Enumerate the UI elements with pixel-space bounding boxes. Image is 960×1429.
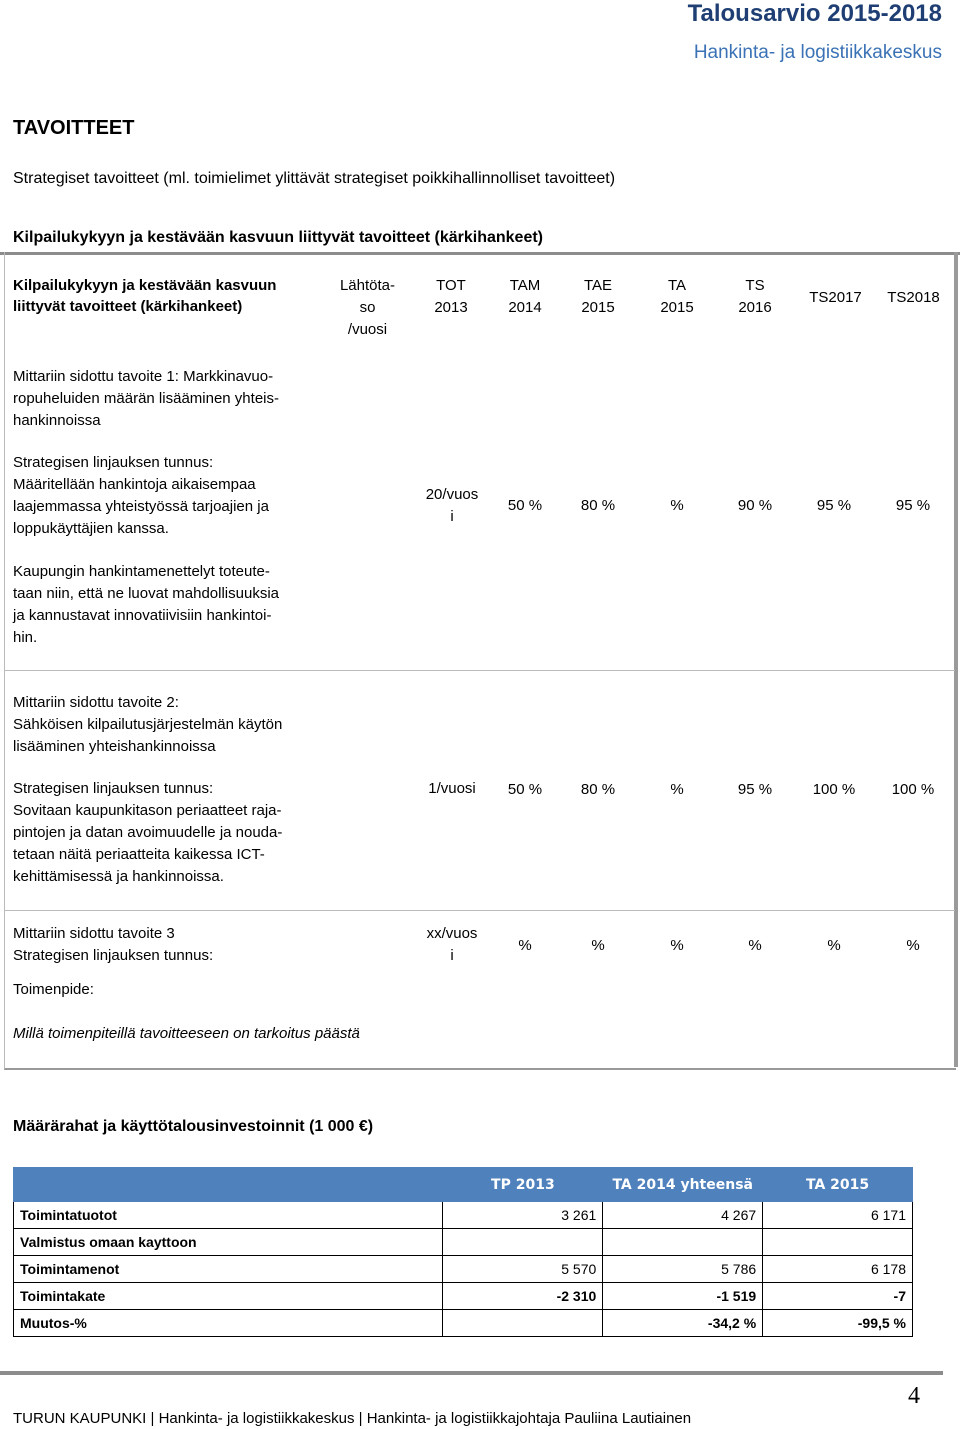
goal-3-value: % — [748, 937, 762, 954]
document-subtitle: Hankinta- ja logistiikkakeskus — [693, 42, 942, 63]
finance-title: Määrärahat ja käyttötalousinvestoinnit (1 000 €) — [13, 1118, 374, 1135]
cell-ta2015: 6 171 — [763, 1202, 913, 1229]
goal-2-baseline: 1/vuosi — [428, 780, 476, 797]
finance-header-ta2015: TA 2015 — [763, 1168, 913, 1202]
col-ta — [646, 275, 708, 319]
text-line: Mittariin sidottu tavoite 1: Markkinavuo- — [13, 368, 274, 385]
goal-2-value: % — [670, 781, 684, 798]
cell-tp2013 — [443, 1229, 603, 1256]
text-line: xx/vuos — [426, 925, 478, 942]
col-tot — [420, 275, 482, 319]
goal-1-value: 80 % — [580, 497, 616, 514]
cell-ta2015: -7 — [763, 1283, 913, 1310]
finance-header-tp2013: TP 2013 — [443, 1168, 603, 1202]
col-tae-line: 2015 — [581, 299, 615, 316]
goal-1-baseline — [414, 484, 490, 528]
cell-ta2014: 4 267 — [603, 1202, 763, 1229]
col-tam-line: TAM — [509, 277, 541, 294]
col-ts — [724, 275, 786, 319]
goal-2-value: 80 % — [580, 781, 616, 798]
text-line: Strategisen linjauksen tunnus: — [13, 780, 214, 797]
col-ta-line: 2015 — [660, 299, 694, 316]
goal-3-value: % — [827, 937, 841, 954]
col-tae-line: TAE — [583, 277, 613, 294]
col-ts-line: 2016 — [738, 299, 772, 316]
cell-tp2013: -2 310 — [443, 1283, 603, 1310]
text-line: laajemmassa yhteistyössä tarjoajien ja — [13, 498, 269, 515]
goal-1-description — [13, 366, 333, 432]
text-line: hin. — [13, 629, 38, 646]
row-label: Muutos-% — [14, 1310, 443, 1337]
text-line: Määritellään hankintoja aikaisempaa — [13, 476, 256, 493]
text-line: ropuheluiden määrän lisääminen yhteis- — [13, 390, 279, 407]
cell-ta2014 — [603, 1229, 763, 1256]
cell-tp2013: 5 570 — [443, 1256, 603, 1283]
goal-1-value: 50 % — [507, 497, 543, 514]
goal-2-value: 95 % — [737, 781, 773, 798]
col-tae — [567, 275, 629, 319]
text-line: 20/vuos — [425, 486, 479, 503]
footer-rule — [0, 1371, 943, 1375]
cell-ta2015 — [763, 1229, 913, 1256]
footer-text: TURUN KAUPUNKI | Hankinta- ja logistiikkakeskus | Hankinta- ja logistiikkajohtaja Pauliina Lautiainen — [13, 1410, 692, 1427]
text-line: i — [450, 947, 454, 964]
finance-header-label — [14, 1168, 443, 1202]
text-line: Kaupungin hankintamenettelyt toteute- — [13, 563, 270, 580]
section-heading: TAVOITTEET — [13, 117, 135, 139]
goal-3-value: % — [518, 937, 532, 954]
goal-2-value: 100 % — [812, 781, 856, 798]
text-line: Sovitaan kaupunkitason periaatteet raja- — [13, 802, 282, 819]
goal-2-strategy — [13, 778, 333, 888]
col-ts2018: TS2018 — [887, 289, 940, 306]
text-line: Strategisen linjauksen tunnus: — [13, 454, 214, 471]
cell-tp2013: 3 261 — [443, 1202, 603, 1229]
text-line: Mittariin sidottu tavoite 3 — [13, 925, 175, 942]
text-line: Sähköisen kilpailutusjärjestelmän käytön — [13, 716, 283, 733]
row-divider — [4, 910, 955, 911]
text-line: lisääminen yhteishankinnoissa — [13, 738, 216, 755]
goal-1-strategy — [13, 452, 333, 540]
finance-header-ta2014: TA 2014 yhteensä — [603, 1168, 763, 1202]
text-line: Strategisen linjauksen tunnus: — [13, 947, 214, 964]
goal-2-value: 100 % — [891, 781, 935, 798]
action-text: Millä toimenpiteillä tavoitteeseen on tarkoitus päästä — [13, 1025, 360, 1042]
table-row — [14, 1229, 913, 1256]
col-baseline — [330, 275, 405, 341]
text-line: tetaan näitä periaatteita kaikessa ICT- — [13, 846, 265, 863]
cell-ta2014: 5 786 — [603, 1256, 763, 1283]
goal-1-extra — [13, 561, 333, 649]
goal-3-description — [13, 923, 333, 967]
finance-header-row — [14, 1168, 913, 1202]
cell-ta2014: -1 519 — [603, 1283, 763, 1310]
col-baseline-line: Lähtöta- — [339, 277, 396, 294]
row-label: Toimintatuotot — [14, 1202, 443, 1229]
table-row — [14, 1283, 913, 1310]
text-line: taan niin, että ne luovat mahdollisuuksia — [13, 585, 280, 602]
table-row — [14, 1202, 913, 1229]
table-row — [14, 1310, 913, 1337]
col-tot-line: TOT — [436, 277, 466, 294]
col-baseline-line: so — [359, 299, 376, 316]
text-line: hankinnoissa — [13, 412, 101, 429]
intro-text: Strategiset tavoitteet (ml. toimielimet ylittävät strategiset poikkihallinnolliset tavoitteet) — [13, 170, 616, 187]
goal-2-value: 50 % — [507, 781, 543, 798]
cell-ta2015: -99,5 % — [763, 1310, 913, 1337]
row-divider — [4, 670, 955, 671]
row-label: Toimintakate — [14, 1283, 443, 1310]
page-number: 4 — [908, 1383, 920, 1409]
col-tam-line: 2014 — [508, 299, 542, 316]
cell-tp2013 — [443, 1310, 603, 1337]
text-line: loppukäyttäjien kanssa. — [13, 520, 169, 537]
row-label: Valmistus omaan kayttoon — [14, 1229, 443, 1256]
text-line: i — [450, 508, 454, 525]
goal-1-value: % — [670, 497, 684, 514]
document-title: Talousarvio 2015-2018 — [687, 0, 942, 27]
goal-3-value: % — [591, 937, 605, 954]
goal-1-value: 90 % — [737, 497, 773, 514]
col-tot-line: 2013 — [434, 299, 468, 316]
col-ta-line: TA — [667, 277, 687, 294]
col-ts-line: TS — [745, 277, 765, 294]
goals-section-title: Kilpailukykyyn ja kestävään kasvuun liittyvät tavoitteet (kärkihankeet) — [13, 229, 543, 246]
goal-3-value: % — [670, 937, 684, 954]
goal-3-value: % — [906, 937, 920, 954]
col-baseline-line: /vuosi — [347, 321, 388, 338]
goal-2-description — [13, 692, 333, 758]
finance-table — [13, 1167, 913, 1337]
text-line: Mittariin sidottu tavoite 2: — [13, 694, 179, 711]
goal-1-value: 95 % — [816, 497, 852, 514]
text-line: kehittämisessä ja hankinnoissa. — [13, 868, 224, 885]
cell-ta2015: 6 178 — [763, 1256, 913, 1283]
goal-1-value: 95 % — [895, 497, 931, 514]
text-line: ja kannustavat innovatiivisiin hankintoi- — [13, 607, 272, 624]
goals-header-main: Kilpailukykyyn ja kestävään kasvuun liittyvät tavoitteet (kärkihankeet) — [13, 277, 277, 315]
right-border — [954, 252, 958, 1067]
goal-3-baseline — [414, 923, 490, 967]
cell-ta2014: -34,2 % — [603, 1310, 763, 1337]
row-label: Toimintamenot — [14, 1256, 443, 1283]
table-row — [14, 1256, 913, 1283]
col-ts2017: TS2017 — [809, 289, 862, 306]
col-tam — [494, 275, 556, 319]
action-label: Toimenpide: — [13, 981, 94, 998]
text-line: pintojen ja datan avoimuudelle ja nouda- — [13, 824, 283, 841]
